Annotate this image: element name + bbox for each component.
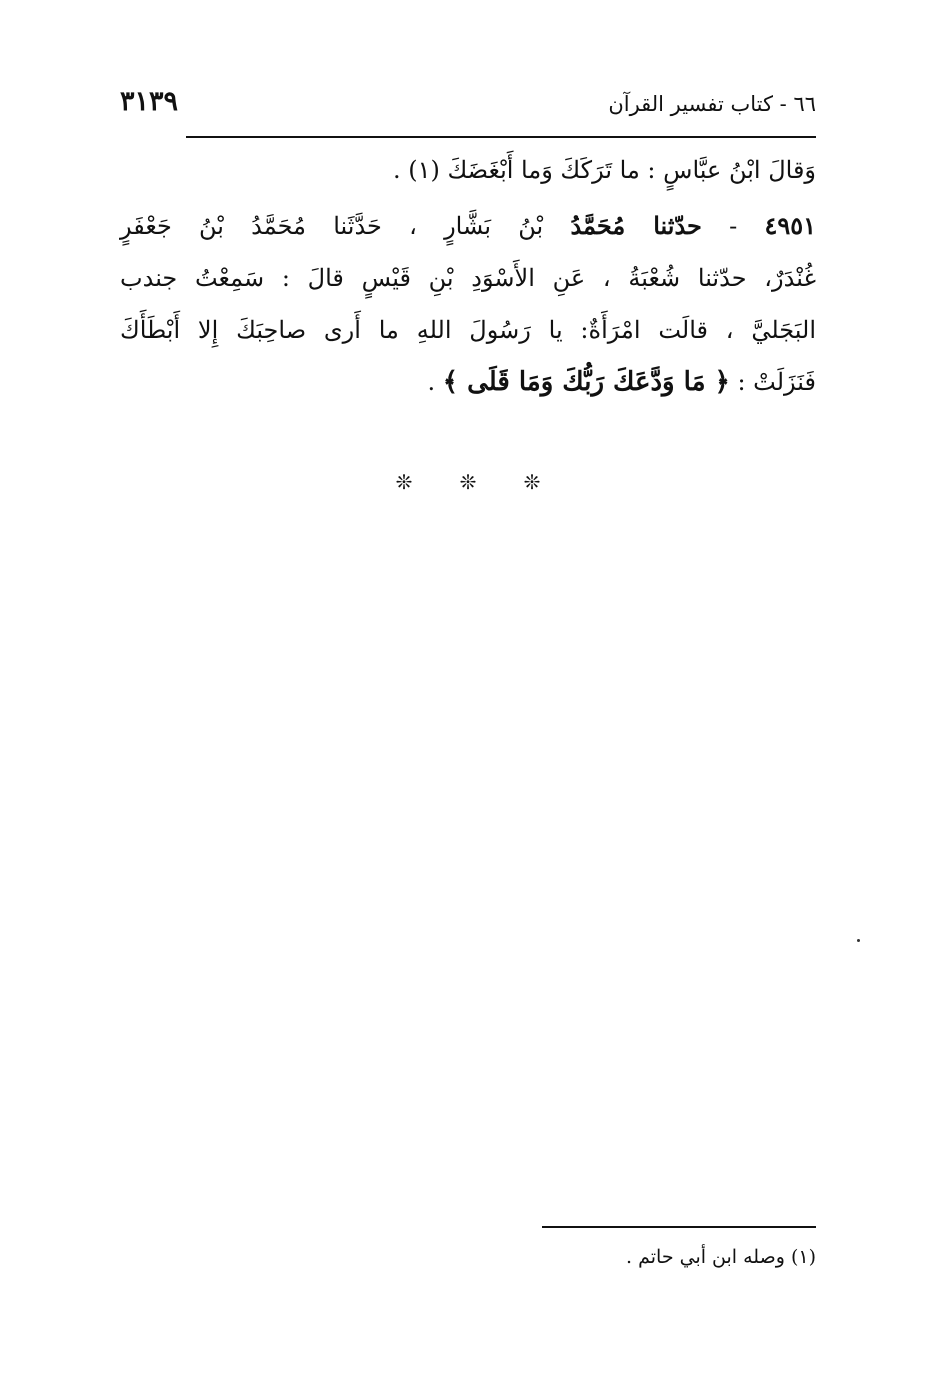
star-ornament-icon: ❊ <box>395 470 413 494</box>
page-number: ٣١٣٩ <box>120 86 179 117</box>
print-speck <box>857 939 860 942</box>
star-ornament-icon: ❊ <box>523 470 541 494</box>
footnote: (١) وصله ابن أبي حاتم . <box>626 1246 816 1268</box>
text-line-2 <box>120 200 816 252</box>
section-separator <box>0 470 936 494</box>
text-line-4: البَجَليَّ ، قالَت امْرَأَةٌ: يا رَسُولَ اللهِ ما أَرى صاحِبَكَ إِلا أَبْطَأَكَ <box>120 316 816 344</box>
main-text <box>120 144 816 408</box>
hadith-number: ٤٩٥١ <box>764 211 816 240</box>
text-line-2-rest: بْنُ بَشَّارٍ ، حَدَّثَنا مُحَمَّدُ بْنُ جَعْفَرٍ <box>120 212 571 240</box>
text-line-5-suffix: . <box>427 368 443 396</box>
page-header <box>120 86 816 126</box>
hadith-dash: - <box>701 212 765 240</box>
footnote-divider <box>542 1226 816 1228</box>
star-ornament-icon: ❊ <box>459 470 477 494</box>
text-line-5-prefix: فَنَزَلَتْ : <box>729 368 816 396</box>
quran-verse: ﴿ مَا وَدَّعَكَ رَبُّكَ وَمَا قَلَى ﴾ <box>442 367 730 397</box>
chapter-title: ٦٦ - كتاب تفسير القرآن <box>608 92 816 116</box>
hadith-opening: حدّثنا مُحَمَّدُ <box>570 211 702 240</box>
header-divider <box>186 136 816 138</box>
text-line-3: غُنْدَرٌ، حدّثنا شُعْبَةُ ، عَنِ الأَسْوَدِ بْنِ قَيْسٍ قالَ : سَمِعْتُ جندب <box>120 264 816 292</box>
text-line-5 <box>120 356 816 408</box>
text-line-1: وَقالَ ابْنُ عبَّاسٍ : ما تَرَكَكَ وَما أَبْغَضَكَ (١) . <box>392 156 816 184</box>
